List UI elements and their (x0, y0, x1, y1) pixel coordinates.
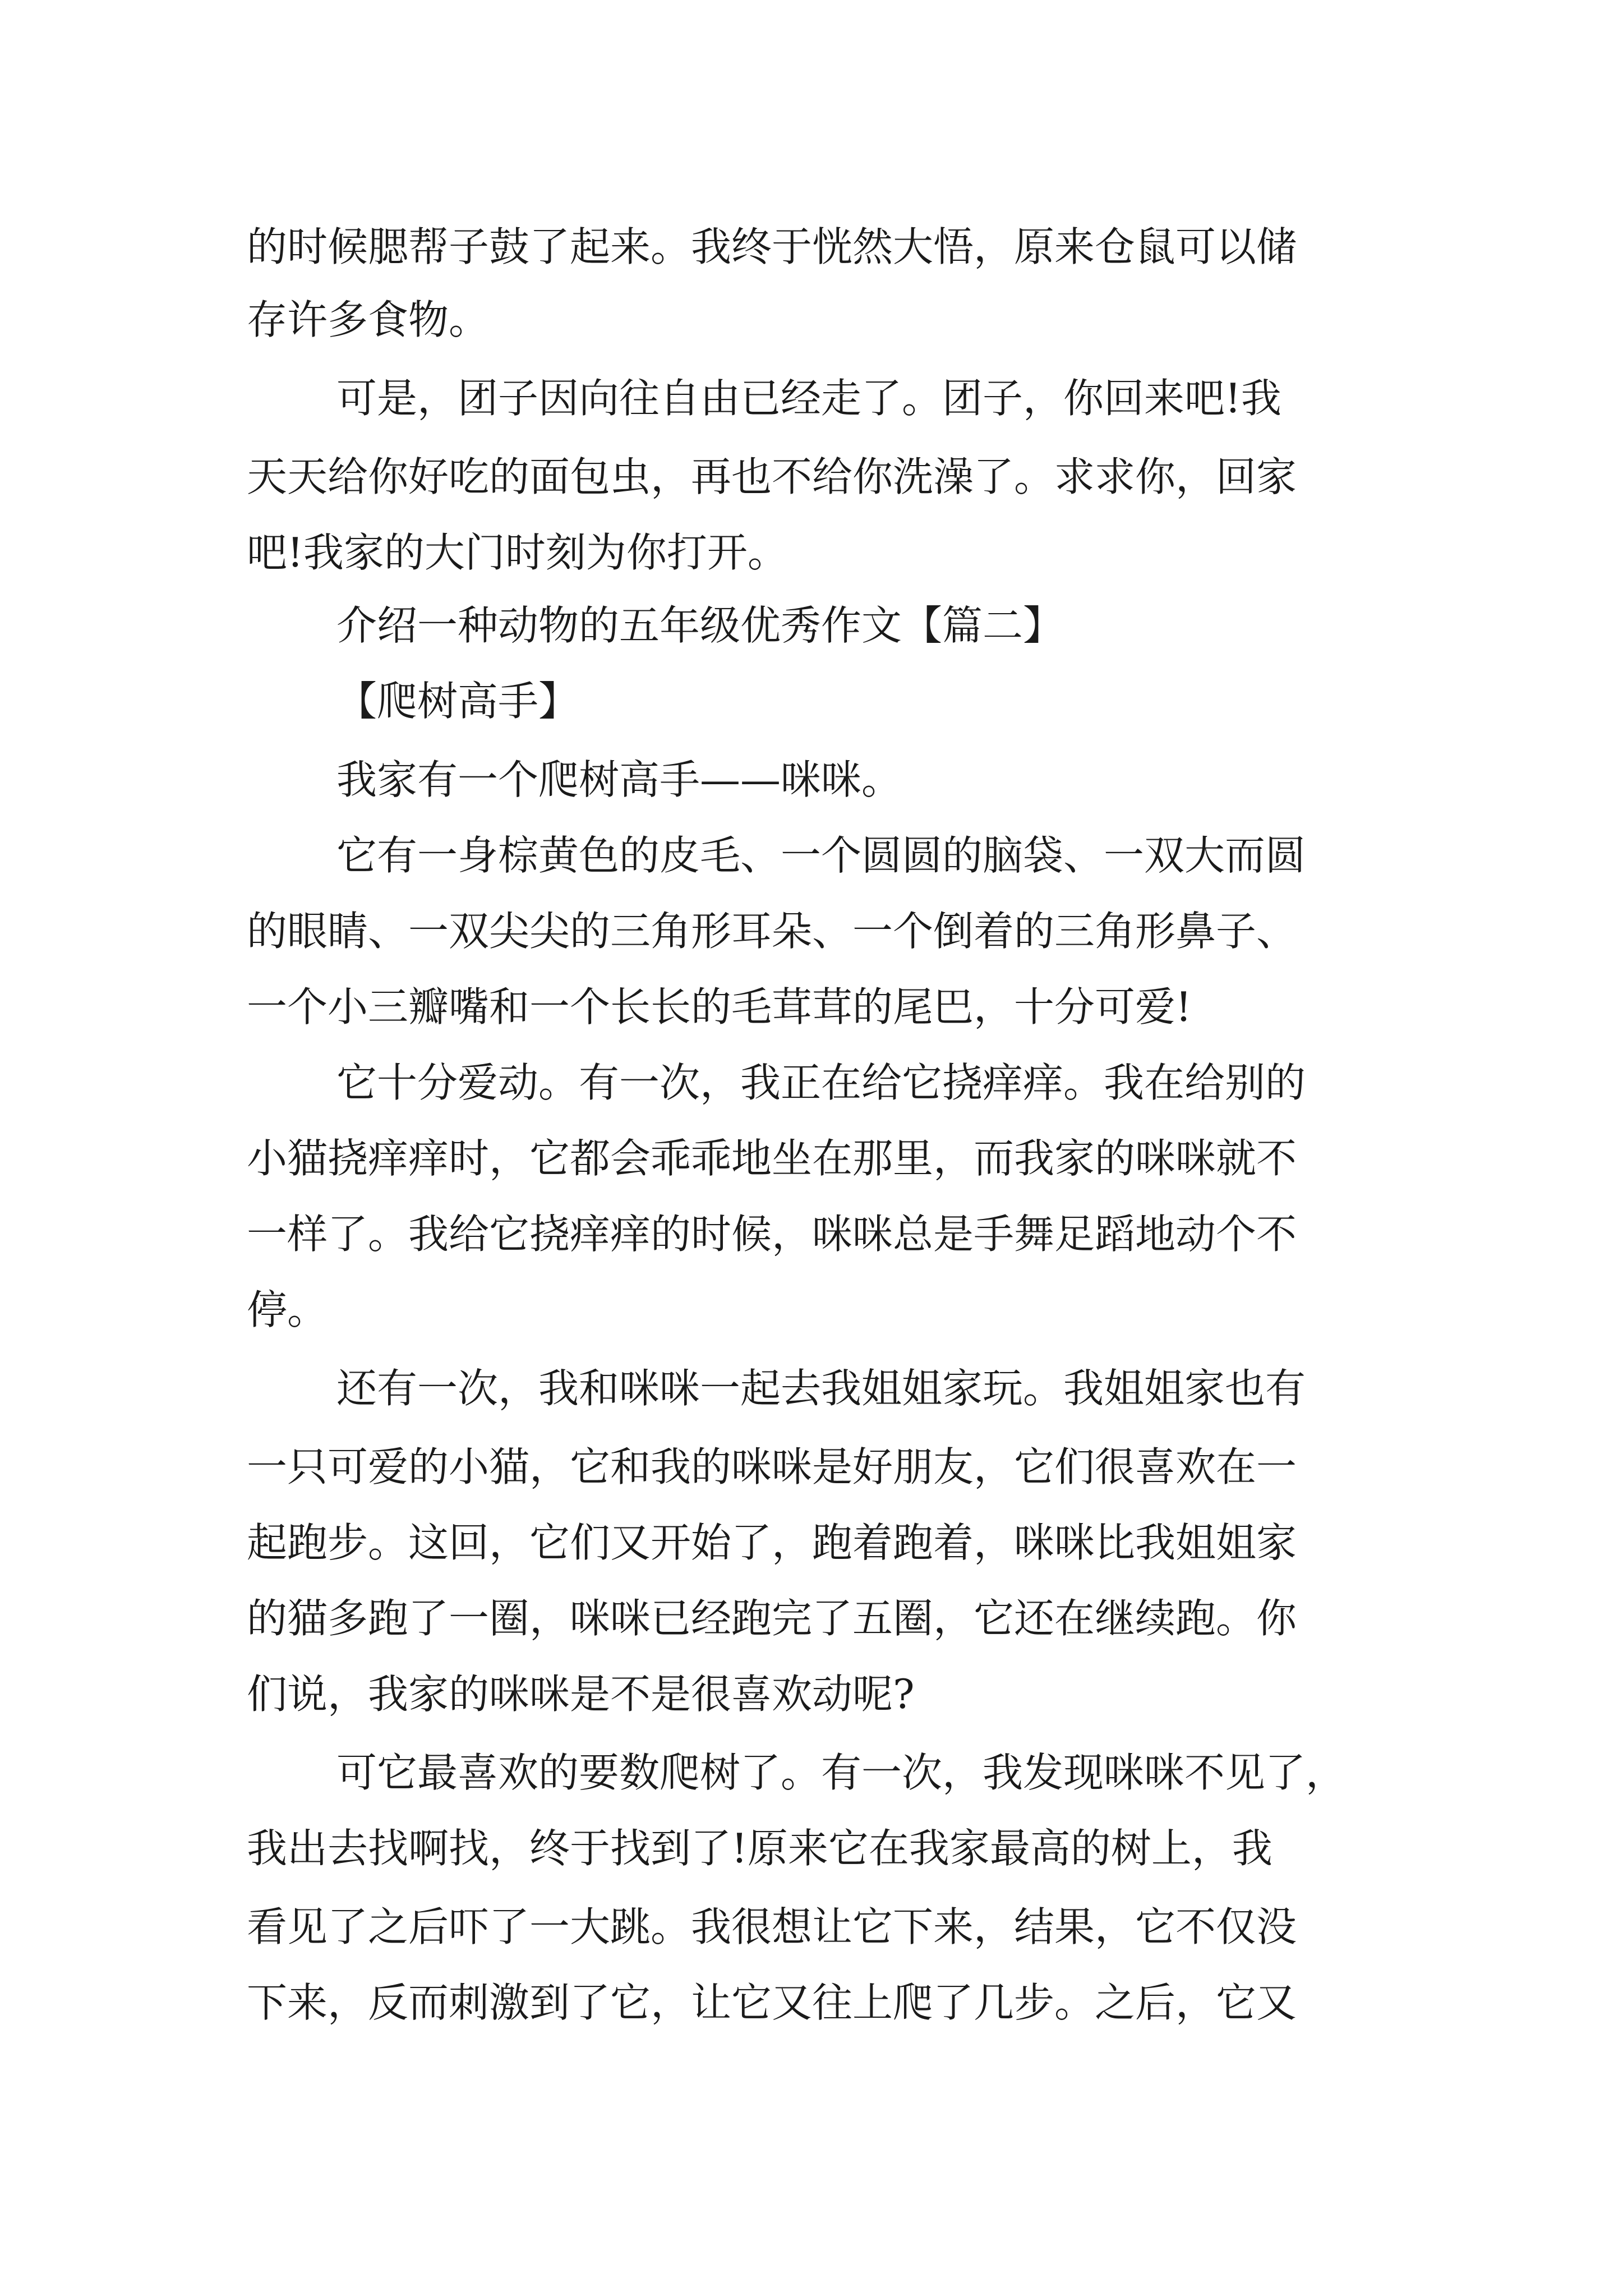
paragraph-line: 我家有一个爬树高手——咪咪。 (336, 756, 902, 803)
text-line: 的时候腮帮子鼓了起来。我终于恍然大悟，原来仓鼠可以储 (247, 223, 1297, 270)
text-line: 起跑步。这回，它们又开始了，跑着跑着，咪咪比我姐姐家 (247, 1519, 1297, 1566)
text-line: 一只可爱的小猫，它和我的咪咪是好朋友，它们很喜欢在一 (247, 1443, 1297, 1490)
text-line: 看见了之后吓了一大跳。我很想让它下来，结果，它不仅没 (247, 1903, 1297, 1950)
text-line: 吧!我家的大门时刻为你打开。 (247, 529, 788, 576)
paragraph-line: 它十分爱动。有一次，我正在给它挠痒痒。我在给别的 (336, 1059, 1306, 1106)
text-line: 的眼睛、一双尖尖的三角形耳朵、一个倒着的三角形鼻子、 (247, 908, 1297, 955)
text-line: 小猫挠痒痒时，它都会乖乖地坐在那里，而我家的咪咪就不 (247, 1135, 1297, 1182)
paragraph-line: 可是，团子因向往自由已经走了。团子，你回来吧!我 (336, 375, 1281, 422)
text-line: 存许多食物。 (247, 296, 490, 343)
paragraph-line: 还有一次，我和咪咪一起去我姐姐家玩。我姐姐家也有 (336, 1365, 1306, 1412)
text-line: 我出去找啊找，终于找到了!原来它在我家最高的树上，我 (247, 1825, 1272, 1872)
text-line: 的猫多跑了一圈，咪咪已经跑完了五圈，它还在继续跑。你 (247, 1595, 1297, 1642)
paragraph-line: 可它最喜欢的要数爬树了。有一次，我发现咪咪不见了， (336, 1749, 1347, 1796)
text-line: 们说，我家的咪咪是不是很喜欢动呢? (247, 1671, 915, 1718)
text-line: 一个小三瓣嘴和一个长长的毛茸茸的尾巴，十分可爱! (247, 983, 1192, 1030)
section-heading: 介绍一种动物的五年级优秀作文【篇二】 (336, 602, 1064, 649)
paragraph-line: 它有一身棕黄色的皮毛、一个圆圆的脑袋、一双大而圆 (336, 832, 1306, 879)
text-line: 天天给你好吃的面包虫，再也不给你洗澡了。求求你，回家 (247, 453, 1297, 500)
text-line: 下来，反而刺激到了它，让它又往上爬了几步。之后，它又 (247, 1979, 1297, 2026)
text-line: 停。 (247, 1286, 328, 1333)
essay-title: 【爬树高手】 (336, 678, 579, 725)
text-line: 一样了。我给它挠痒痒的时候，咪咪总是手舞足蹈地动个不 (247, 1211, 1297, 1258)
